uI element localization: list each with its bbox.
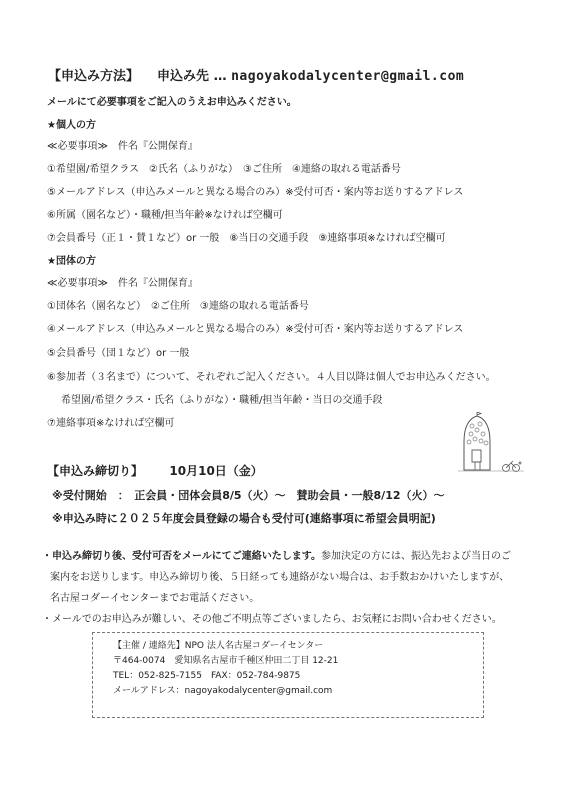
group-item: ①団体名（園名など） ②ご住所 ③連絡の取れる電話番号 bbox=[47, 301, 309, 312]
contact-box bbox=[92, 632, 484, 718]
contact-address: 〒464-0074 愛知県名古屋市千種区仲田二丁目 12-21 bbox=[113, 656, 339, 666]
deadline-label: 【申込み締切り】 bbox=[47, 464, 144, 478]
group-item-detail: 希望園/希望クラス・氏名（ふりがな）・職種/担当年齢・当日の交通手段 bbox=[61, 395, 383, 406]
note-2: ・メールでのお申込みが難しい、その他ご不明点等ございましたら、お気軽にお問い合わせください。 bbox=[42, 614, 502, 625]
deadline-line bbox=[47, 462, 263, 479]
intro-text: メールにて必要事項をご記入のうえお申込みください。 bbox=[47, 97, 297, 108]
contact-email: メールアドレス：nagoyakodalycenter@gmail.com bbox=[113, 686, 333, 696]
note-1-line3: 名古屋コダーイセンターまでお電話ください。 bbox=[50, 593, 260, 604]
group-item: ⑦連絡事項※なければ空欄可 bbox=[47, 418, 175, 429]
registration-note: ※申込み時に２０２５年度会員登録の場合も受付可(連絡事項に希望会員明記) bbox=[52, 512, 436, 525]
group-item: ⑥参加者（３名まで）について、それぞれご記入ください。４人目以降は個人でお申込みください。 bbox=[47, 372, 496, 383]
dots: … bbox=[213, 69, 227, 84]
note-1-line2: 案内をお送りします。申込み締切り後、５日経っても連絡がない場合は、お手数おかけいたしますが、 bbox=[50, 572, 510, 583]
group-title: ★団体の方 bbox=[47, 256, 96, 267]
note-1-bold: ・申込み締切り後、受付可否をメールにてご連絡いたします。 bbox=[42, 551, 321, 562]
individual-item: ⑦会員番号（正１・賛１など）or 一般 ⑧当日の交通手段 ⑨連絡事項※なければ空欄可 bbox=[47, 233, 446, 244]
group-item: ④メールアドレス（申込みメールと異なる場合のみ）※受付可否・案内等お送りするアドレス bbox=[47, 324, 464, 335]
group-requirements: ≪必要事項≫ 件名『公開保育』 bbox=[47, 278, 198, 289]
house-illustration bbox=[456, 412, 526, 476]
individual-item: ⑥所属（園名など）・職種/担当年齢※なければ空欄可 bbox=[47, 210, 283, 221]
individual-item: ⑤メールアドレス（申込みメールと異なる場合のみ）※受付可否・案内等お送りするアドレス bbox=[47, 187, 464, 198]
contact-organizer: 【主催 / 連絡先】NPO 法人名古屋コダーイセンター bbox=[113, 641, 324, 651]
deadline-date: 10月10日（金） bbox=[169, 464, 263, 478]
application-method-heading bbox=[48, 65, 464, 84]
individual-requirements: ≪必要事項≫ 件名『公開保育』 bbox=[47, 141, 198, 152]
reception-start: ※受付開始 ： 正会員・団体会員8/5（火）～ 賛助会員・一般8/12（火）～ bbox=[52, 489, 445, 502]
email-address: nagoyakodalycenter@gmail.com bbox=[231, 69, 465, 84]
individual-item: ①希望園/希望クラス ②氏名（ふりがな） ③ご住所 ④連絡の取れる電話番号 bbox=[47, 164, 401, 175]
destination-label: 申込み先 bbox=[157, 69, 210, 84]
contact-phone-fax: TEL：052-825-7155 FAX：052-784-9875 bbox=[113, 671, 301, 681]
note-1 bbox=[42, 547, 511, 562]
individual-title: ★個人の方 bbox=[47, 120, 96, 131]
group-item: ⑤会員番号（団１など）or 一般 bbox=[47, 348, 190, 359]
method-label: 【申込み方法】 bbox=[48, 69, 140, 84]
note-1-rest: 参加決定の方には、振込先および当日のご bbox=[321, 551, 511, 562]
